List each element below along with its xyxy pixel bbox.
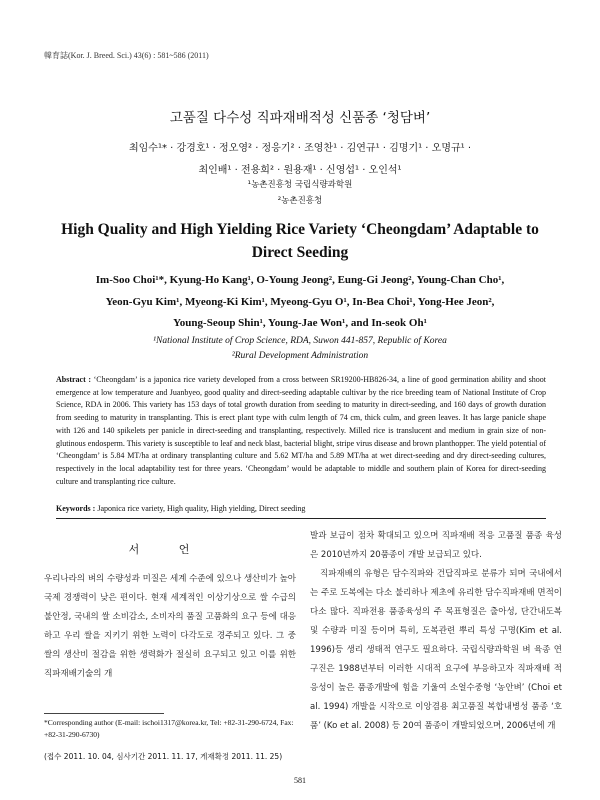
section-heading: 서 언 <box>128 543 208 556</box>
received-dates: (접수 2011. 10. 04, 심사기간 2011. 11. 17, 게재확정 2011. 11. 25) <box>44 752 283 761</box>
korean-authors-line: 최인배¹ · 전용희² · 원용재¹ · 신영섭¹ · 오인석¹ <box>198 165 402 176</box>
keywords-label: Keywords : <box>56 504 96 513</box>
corresponding-author-footnote: *Corresponding author (E-mail: ischoi1317@korea.kr, Tel: +82-31-290-6724, Fax: +82-31-290-6730) <box>44 718 294 739</box>
korean-authors-line: 최임수¹* · 강경호¹ · 정오영² · 정응기² · 조영찬¹ · 김연규¹ · 김명기¹ · 오명규¹ · <box>128 143 472 154</box>
korean-affiliation: ²농촌진흥청 <box>277 196 323 206</box>
english-title-line: Direct Seeding <box>251 244 349 261</box>
right-column <box>310 527 562 736</box>
footnote-divider <box>44 713 164 714</box>
english-authors-line: Im-Soo Choi¹*, Kyung-Ho Kang¹, O-Young Jeong², Eung-Gi Jeong², Young-Chan Cho¹, <box>95 274 505 286</box>
korean-authors <box>60 138 540 182</box>
paragraph: 우리나라의 벼의 수량성과 미질은 세계 수준에 있으나 생산비가 높아 국제 경쟁력이 낮은 편이다. 현재 세계적인 이상기상으로 쌀 수급의 불안정, 국내의 쌀 소비감소, 소비자의 품질 고품화의 요구 등에 대응하고 우리 쌀을 지키기 위한 노력이 다각도로 경주되고 있다. 그 중 쌀의 생산비 절감을 위한 생력화가 절실히 요구되고 있고 이를 위한 직파재배기술의 개 <box>44 574 296 679</box>
english-authors <box>40 270 560 335</box>
abstract <box>56 374 546 488</box>
english-title-line: High Quality and High Yielding Rice Variety ‘Cheongdam’ Adaptable to <box>61 221 539 238</box>
english-affiliation: ¹National Institute of Crop Science, RDA, Suwon 441-857, Republic of Korea <box>153 336 447 346</box>
abstract-label: Abstract : <box>56 375 92 384</box>
keywords <box>56 504 546 513</box>
keywords-text: Japonica rice variety, High quality, High yielding, Direct seeding <box>97 504 306 513</box>
korean-title: 고품질 다수성 직파재배적성 신품종 ‘청담벼’ <box>169 110 431 126</box>
english-title <box>40 218 560 264</box>
journal-header: 韓育誌(Kor. J. Breed. Sci.) 43(6) : 581~586 (2011) <box>44 51 209 60</box>
paragraph: 발과 보급이 점차 확대되고 있으며 직파재배 적응 고품질 품종 육성은 2010년까지 20품종이 개발 보급되고 있다. <box>310 531 562 560</box>
left-column <box>44 570 296 684</box>
korean-affiliation: ¹농촌진흥청 국립식량과학원 <box>247 180 353 190</box>
english-authors-line: Young-Seoup Shin¹, Young-Jae Won¹, and In-seok Oh¹ <box>173 317 427 329</box>
page-number: 581 <box>294 776 306 785</box>
english-authors-line: Yeon-Gyu Kim¹, Myeong-Ki Kim¹, Myeong-Gyu O¹, In-Bea Choi¹, Yong-Hee Jeon², <box>105 295 495 308</box>
section-divider <box>56 518 546 519</box>
paragraph: 직파재배의 유형은 담수직파와 건답직파로 분류가 되며 국내에서는 주로 도복에는 다소 불리하나 제초에 유리한 담수직파재배 면적이 다소 많다. 직파전용 품종육성의 주 목표형질은 출아성, 단간내도복 및 수량과 미질 등이며 특히, 도복관련 뿌리 특성 구명(Kim et al. 1996)등 생리 생태적 연구도 필요하다. 국립식량과학원 벼 육종 연구진은 1988년부터 이러한 시대적 요구에 부응하고자 직파재배 적응성이 높은 품종개발에 힘을 기울여 소얼수중형 ‘농안벼’ (Choi et al. 1994) 개발을 시작으로 이앙겸용 최고품질 복합내병성 품종 ‘호품’ (Ko et al. 2008) 등 20여 품종이 개발되었으며, 2006년에 개 <box>310 569 562 731</box>
abstract-text: ‘Cheongdam’ is a japonica rice variety developed from a cross between SR19200-HB826-34, a line of good germination ability and shoot emergence at low temperature and Juanbyeo, good quality and direct-seeding adaptable cultivar by the rice breeding team of National Institute of Crop Science, RDA in 2006. This variety has 153 days of total growth duration from seeding to maturity in direct-seeding, and 160 days of growth duration from seeding to maturity in transplanting. This is erect plant type with culm length of 74 cm, thick culm, and green leaves. It has large panicle shape with 126 and 140 spikelets per panicle in direct-seeding and transplanting, respectively. Milled rice is translucent and medium in grain size of non-glutinous endosperm. This variety is susceptible to leaf and neck blast, bacterial blight, stripe virus disease and brown planthopper. The yield potential of ‘Cheongdam’ is 5.84 MT/ha at ordinary transplanting culture and 5.62 MT/ha and 5.89 MT/ha at wet direct-seeding and dry direct-seeding cultures, respectively in the local adaptability test for three years. ‘Cheongdam’ would be adaptable to middle and southern plain of Korea for direct-seeding culture and transplanting rice culture. <box>56 375 547 486</box>
english-affiliation: ²Rural Development Administration <box>231 351 369 361</box>
